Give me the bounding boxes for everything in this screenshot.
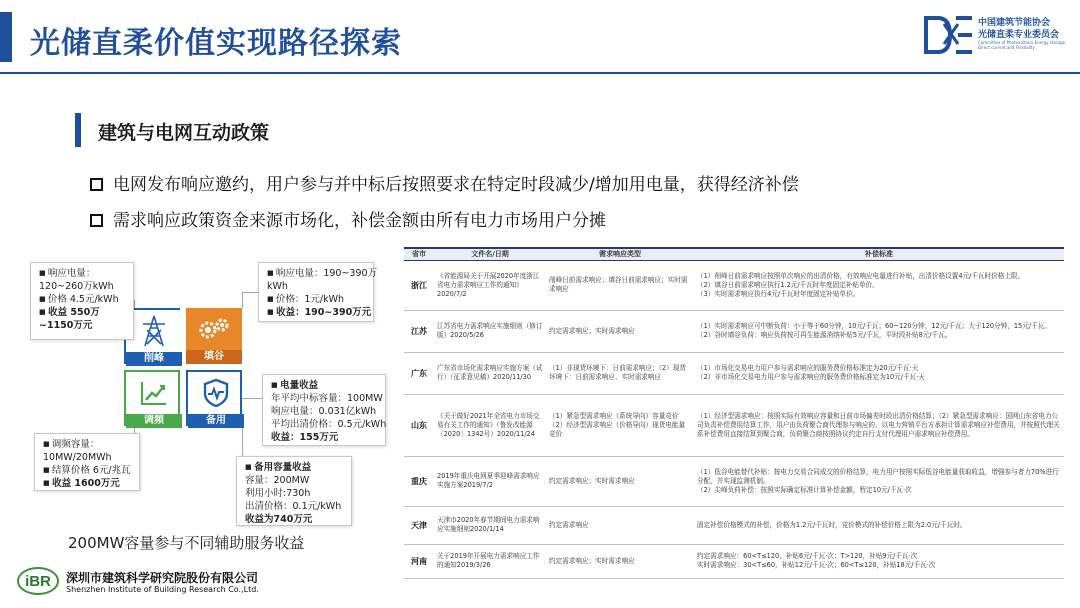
- cell-type: 削峰日前需求响应；填谷日前需求响应；实时需求响应: [546, 260, 694, 310]
- connector-line: [242, 426, 243, 456]
- card-line: kWh: [267, 281, 288, 292]
- table-row: [404, 394, 1064, 456]
- logo-cn-line1: 中国建筑节能协会: [978, 18, 1051, 28]
- cell-type: 约定需求响应；实时需求响应: [546, 544, 694, 578]
- cell-document: 《省能源局关于开展2020年度浙江省电力需求响应工作的通知》2020/7/2: [434, 260, 546, 310]
- table-row: [404, 456, 1064, 506]
- cell-type: （1）非现货环境下：日前需求响应；（2）现货环境下：日前需求响应、实时需求响应: [546, 352, 694, 394]
- bullet-text: 电网发布响应邀约，用户参与并中标后按照要求在特定时段减少/增加用电量，获得经济补偿: [113, 175, 799, 195]
- bullet-item: [90, 206, 606, 231]
- tile-label: 备用: [188, 414, 244, 428]
- association-logo-icon: [924, 14, 974, 56]
- card-line: ■ 收益 550万: [39, 306, 125, 319]
- cell-type: 约定需求响应；实时需求响应: [546, 310, 694, 352]
- card-line: ■ 收益：190~390万元: [267, 306, 365, 319]
- cell-province: 广东: [404, 352, 434, 394]
- ibr-logo-icon: [16, 566, 60, 596]
- connector-line: [134, 300, 135, 308]
- section-title: 建筑与电网互动政策: [98, 122, 270, 144]
- cell-document: 广东省市场化需求响应实施方案（试行）（征求意见稿）2020/11/30: [434, 352, 546, 394]
- card-energy-revenue: [262, 374, 386, 446]
- card-line: ■ 价格 4.5元/kWh: [39, 293, 125, 306]
- org-name-cn: 深圳市建筑科学研究院股份有限公司: [66, 571, 259, 585]
- card-line: 120~260万kWh: [39, 281, 114, 292]
- title-accent-bar: [0, 12, 12, 62]
- cell-type: 约定需求响应；实时需求响应: [546, 456, 694, 506]
- card-valley-revenue: [258, 262, 378, 322]
- checkbox-bullet-icon: [90, 178, 103, 191]
- checkbox-bullet-icon: [90, 214, 103, 227]
- page-title: 光储直柔价值实现路径探索: [30, 26, 402, 61]
- cell-compensation: （1）实时需求响应可中断负荷：小于等于60分钟，10元/千瓦；60~120分钟，12元/千瓦；大于120分钟，15元/千瓦。 （2）谷时填谷负荷：响应负荷按可再生能源消纳补贴5元/千瓦，平时段补贴8元/千瓦。: [694, 310, 1064, 352]
- cell-compensation: （1）经济型需求响应：按照实际有效响应容量和日前市场偏差时段出清价格结算；（2）紧急型需求响应：国网山东省电力公司负责补偿费用结算工作，用户由负荷聚合商代理参与响应的，以电力营销平台方承担计算需求响应补偿费用，并按照代理关系补偿费用直接结算到聚合商，负荷聚合商按照协议约定自行支付代理用户需求响应补偿费用。: [694, 394, 1064, 456]
- card-line: ■ 结算价格 6元/兆瓦: [43, 464, 131, 477]
- card-capacity-revenue: [236, 456, 352, 526]
- card-line: 收益为740万元: [245, 514, 313, 525]
- association-logo: [924, 14, 1074, 56]
- tile-label: 削峰: [126, 352, 182, 366]
- table-row: [404, 506, 1064, 544]
- card-title: ■ 电量收益: [271, 379, 377, 392]
- logo-cn-line2: 光储直柔专业委员会: [978, 30, 1060, 40]
- header-document: 文件名/日期: [434, 248, 546, 260]
- card-line: 收益：155万元: [271, 432, 339, 443]
- connector-line: [242, 292, 258, 293]
- card-line: 利用小时:730h: [245, 488, 311, 499]
- cell-compensation: （1）低谷电能替代补贴：按电力交易合同成交的价格结算，电力用户按照实际低谷电能量获取收益，增强参与者力70%进行分配，并实现监测机制。 （2）尖峰负荷补偿：按照实际确定标准计算补偿金额，暂定10元/千瓦·次: [694, 456, 1064, 506]
- card-line: 响应电量：0.031亿kWh: [271, 406, 377, 417]
- cell-document: 天津市2020年春节期间电力需求响应实施细则2020/1/14: [434, 506, 546, 544]
- cell-document: 2019年重庆电网夏季迎峰需求响应实施方案2019/7/2: [434, 456, 546, 506]
- card-line: ■ 调频容量：: [43, 438, 131, 451]
- card-line: ■ 价格：1元/kWh: [267, 293, 365, 306]
- cell-type: （1）紧急型需求响应（系统导向）容量竞价（2）经济型需求响应（价格导向）现货电能量竞价: [546, 394, 694, 456]
- card-line: ~1150万元: [39, 320, 93, 331]
- card-line: 出清价格：0.1元/kWh: [245, 501, 342, 512]
- card-line: 10MW/20MWh: [43, 452, 112, 463]
- cell-province: 天津: [404, 506, 434, 544]
- tile-reserve: [186, 370, 242, 426]
- table-row: [404, 260, 1064, 310]
- card-frequency-revenue: [34, 433, 140, 491]
- tile-label: 调频: [126, 414, 182, 428]
- cell-document: 江苏省电力需求响应实施细则（修订版）2020/5/26: [434, 310, 546, 352]
- card-line: ■ 响应电量：: [39, 267, 125, 280]
- ibr-logo-text: iBR: [25, 573, 51, 590]
- org-name-en: Shenzhen Institute of Building Research Co.,Ltd.: [66, 585, 259, 594]
- cell-province: 山东: [404, 394, 434, 456]
- policy-table: [404, 247, 1064, 589]
- cell-province: 江苏: [404, 310, 434, 352]
- logo-en: Committee of Photovoltaics Energy storage Direct current and Flexibility: [978, 40, 1066, 50]
- transmission-tower-icon: [126, 310, 182, 352]
- tile-valley-filling: [186, 308, 242, 364]
- connector-line: [242, 292, 243, 308]
- cell-compensation: （1）削峰日前需求响应按照单次响应的出清价格，有效响应电量进行补贴，出清价格设置4元/千瓦时价格上限。 （2）填谷日前需求响应执行1.2元/千瓦时年度固定补贴单价。 （3）实时需求响应执行4元/千瓦时年度固定补贴单价。: [694, 260, 1064, 310]
- table-row: [404, 310, 1064, 352]
- cell-province: 重庆: [404, 456, 434, 506]
- cell-compensation: 约定需求响应：60<T≤120，补贴6元/千瓦·次；T>120，补贴9元/千瓦·次 实时需求响应：30<T≤60，补贴12元/千瓦·次；60<T≤120，补贴18元/千瓦·次: [694, 544, 1064, 578]
- header-province: 省市: [404, 248, 434, 260]
- table-header-row: [404, 248, 1064, 260]
- cell-province: 河南: [404, 544, 434, 578]
- cell-type: 约定需求响应: [546, 506, 694, 544]
- cell-document: 《关于做好2021年全省电力市场交易有关工作的通知》（鲁发改能源〔2020〕1342号）2020/11/24: [434, 394, 546, 456]
- tile-frequency-regulation: [124, 370, 180, 426]
- section-accent-bar: [75, 113, 81, 147]
- trend-chart-icon: [126, 372, 182, 414]
- tile-label: 填谷: [186, 350, 242, 364]
- bullet-item: [90, 170, 799, 195]
- policy-table-grid: [404, 247, 1064, 579]
- cell-province: 浙江: [404, 260, 434, 310]
- card-line: ■ 收益 1600万元: [43, 477, 131, 490]
- card-line: 平均出清价格：0.5元/kWh: [271, 419, 387, 430]
- table-row: [404, 544, 1064, 578]
- card-line: 容量：200MW: [245, 475, 310, 486]
- cell-compensation: （1）市场化交易电力用户参与需求响应的服务费价格标准定为20元/千瓦·天 （2）非市场化交易电力用户参与需求响应的服务费价格标准定为10元/千瓦·天: [694, 352, 1064, 394]
- diagram-caption: 200MW容量参与不同辅助服务收益: [68, 534, 305, 552]
- header-response-type: 需求响应类型: [546, 248, 694, 260]
- header-compensation: 补偿标准: [694, 248, 1064, 260]
- card-title: ■ 备用容量收益: [245, 461, 343, 474]
- card-peak-revenue: [30, 262, 134, 340]
- bullet-text: 需求响应政策资金来源市场化，补偿金额由所有电力市场用户分摊: [113, 211, 606, 231]
- header-divider: [0, 72, 1080, 74]
- table-row: [404, 352, 1064, 394]
- connector-line: [242, 398, 262, 399]
- cell-document: 关于2019年开展电力需求响应工作的通知2019/3/26: [434, 544, 546, 578]
- card-line: 年平均中标容量：100MW: [271, 393, 383, 404]
- cell-compensation: 固定补偿价格模式的补偿，价格为1.2元/千瓦时，竞价模式的补偿价格上限为2.0元/千瓦时。: [694, 506, 1064, 544]
- heartbeat-shield-icon: [188, 372, 244, 414]
- gears-icon: [186, 308, 242, 350]
- card-line: ■ 响应电量：190~390万: [267, 267, 365, 280]
